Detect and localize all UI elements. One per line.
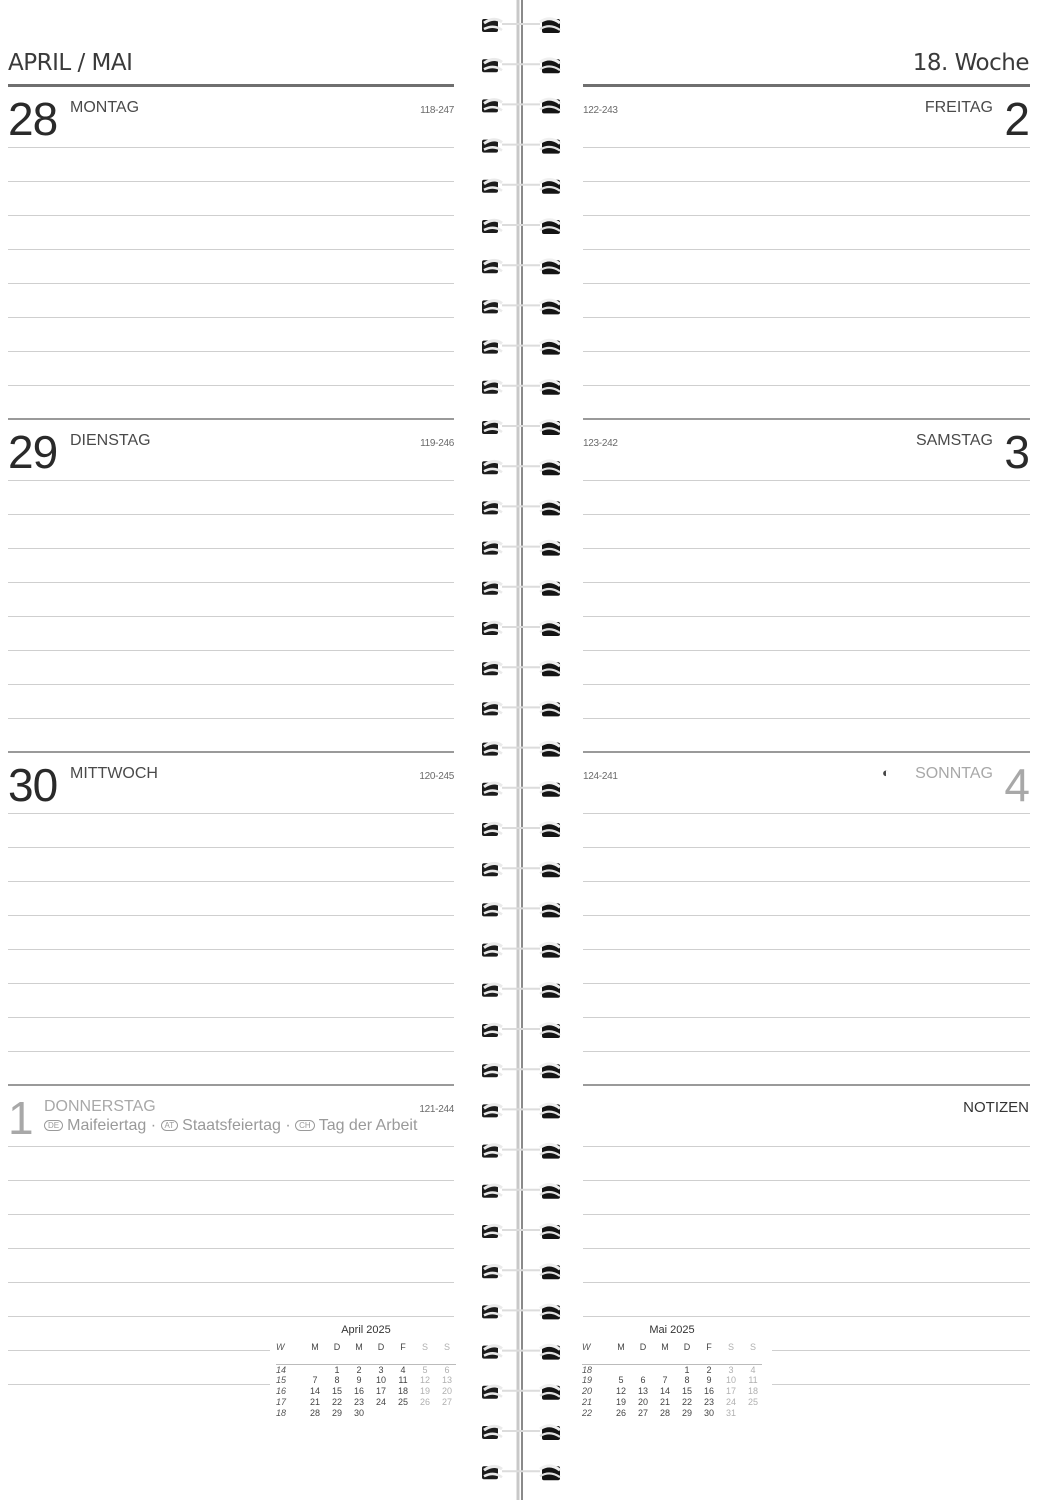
- writing-line: [583, 181, 1030, 182]
- mini-calendar-week: [582, 1408, 762, 1419]
- writing-line: [583, 317, 1030, 318]
- writing-line: [583, 813, 1030, 814]
- date-cell: 19: [615, 1397, 626, 1407]
- mini-calendar-week: [582, 1386, 762, 1397]
- mini-calendar-week: [276, 1386, 456, 1397]
- day-name: FREITAG: [924, 99, 993, 116]
- day-separator: [8, 1084, 454, 1086]
- date-cell: 7: [662, 1375, 668, 1385]
- notes-label: NOTIZEN: [963, 1099, 1029, 1116]
- writing-line: [583, 480, 1030, 481]
- writing-line: [8, 181, 454, 182]
- writing-line: [8, 1384, 270, 1385]
- date-cell: 30: [353, 1408, 364, 1418]
- day-number: 28: [8, 93, 58, 145]
- holiday-label: Staatsfeiertag: [182, 1117, 281, 1134]
- weekday-header: D: [683, 1342, 691, 1352]
- date-cell: 29: [681, 1408, 692, 1418]
- date-cell: 28: [309, 1408, 320, 1418]
- week-number-cell: 21: [582, 1397, 593, 1407]
- writing-line: [583, 1248, 1030, 1249]
- writing-line: [8, 847, 454, 848]
- date-cell: 21: [659, 1397, 670, 1407]
- mini-calendar-week: [582, 1375, 762, 1386]
- weekday-header: D: [333, 1342, 341, 1352]
- weekday-header: W: [582, 1342, 591, 1352]
- writing-line: [583, 215, 1030, 216]
- writing-line: [772, 1350, 1030, 1351]
- week-number: 18. Woche: [912, 50, 1029, 76]
- date-cell: 26: [419, 1397, 430, 1407]
- weekday-header: M: [617, 1342, 625, 1352]
- date-cell: 18: [747, 1386, 758, 1396]
- writing-line: [8, 616, 454, 617]
- date-cell: 9: [706, 1375, 712, 1385]
- weekday-header: M: [355, 1342, 363, 1352]
- writing-line: [583, 147, 1030, 148]
- date-cell: 27: [441, 1397, 452, 1407]
- writing-line: [583, 1316, 1030, 1317]
- mini-calendar-week: [276, 1375, 456, 1386]
- writing-line: [583, 249, 1030, 250]
- writing-line: [8, 548, 454, 549]
- date-cell: 18: [397, 1386, 408, 1396]
- date-cell: 17: [375, 1386, 386, 1396]
- weekday-header: D: [639, 1342, 647, 1352]
- writing-line: [8, 1180, 454, 1181]
- date-cell: 11: [398, 1375, 408, 1385]
- date-cell: 2: [356, 1365, 362, 1375]
- notes-separator: [583, 1084, 1030, 1086]
- day-name: DONNERSTAG: [44, 1098, 156, 1115]
- writing-line: [8, 684, 454, 685]
- date-cell: 2: [706, 1365, 712, 1375]
- date-cell: 7: [312, 1375, 318, 1385]
- day-name: SONNTAG: [915, 765, 993, 782]
- day-number: 30: [8, 759, 58, 811]
- writing-line: [8, 1350, 270, 1351]
- date-cell: 1: [684, 1365, 690, 1375]
- writing-line: [583, 1017, 1030, 1018]
- writing-line: [8, 1316, 454, 1317]
- weekday-header: M: [661, 1342, 669, 1352]
- writing-line: [8, 813, 454, 814]
- writing-line: [583, 718, 1030, 719]
- writing-line: [583, 385, 1030, 386]
- holiday-separator: ·: [150, 1117, 157, 1134]
- date-cell: 8: [684, 1375, 690, 1385]
- holiday-separator: ·: [285, 1117, 291, 1134]
- date-cell: 30: [703, 1408, 714, 1418]
- date-cell: 26: [615, 1408, 626, 1418]
- week-number-cell: 16: [276, 1386, 287, 1396]
- day-of-year: 120-245: [419, 771, 454, 782]
- holiday-label: Tag der Arbeit: [318, 1117, 418, 1134]
- date-cell: 19: [419, 1386, 430, 1396]
- writing-line: [8, 215, 454, 216]
- date-cell: 22: [331, 1397, 342, 1407]
- mini-calendar-week: [276, 1408, 456, 1419]
- writing-line: [8, 949, 454, 950]
- date-cell: 24: [375, 1397, 386, 1407]
- left-header-rule: [8, 84, 454, 87]
- day-of-year: 121-244: [419, 1104, 454, 1115]
- writing-line: [583, 1282, 1030, 1283]
- week-number-cell: 14: [276, 1365, 287, 1375]
- weekday-header: S: [727, 1342, 734, 1352]
- date-cell: 4: [400, 1365, 406, 1375]
- date-cell: 11: [748, 1375, 758, 1385]
- date-cell: 24: [725, 1397, 736, 1407]
- day-of-year: 123-242: [583, 438, 618, 449]
- writing-line: [583, 684, 1030, 685]
- writing-line: [583, 847, 1030, 848]
- weekday-header: F: [706, 1342, 712, 1352]
- writing-line: [583, 1146, 1030, 1147]
- date-cell: 5: [422, 1365, 428, 1375]
- writing-line: [8, 351, 454, 352]
- mini-calendar-title: Mai 2025: [649, 1324, 695, 1336]
- date-cell: 21: [309, 1397, 320, 1407]
- date-cell: 5: [618, 1375, 624, 1385]
- weekday-header: S: [443, 1342, 450, 1352]
- writing-line: [8, 385, 454, 386]
- day-of-year: 124-241: [583, 771, 618, 782]
- date-cell: 6: [444, 1365, 450, 1375]
- day-separator: [583, 418, 1030, 420]
- writing-line: [583, 650, 1030, 651]
- day-name: DIENSTAG: [70, 432, 151, 449]
- writing-line: [8, 249, 454, 250]
- date-cell: 25: [397, 1397, 408, 1407]
- week-number-cell: 15: [276, 1375, 287, 1385]
- writing-line: [583, 283, 1030, 284]
- day-number: 4: [1004, 759, 1029, 811]
- date-cell: 16: [353, 1386, 364, 1396]
- day-separator: [583, 751, 1030, 753]
- weekday-header: D: [377, 1342, 385, 1352]
- writing-line: [8, 1282, 454, 1283]
- date-cell: 20: [637, 1397, 648, 1407]
- writing-line: [583, 514, 1030, 515]
- writing-line: [8, 1248, 454, 1249]
- writing-line: [8, 514, 454, 515]
- date-cell: 4: [750, 1365, 756, 1375]
- date-cell: 27: [637, 1408, 648, 1418]
- date-cell: 6: [640, 1375, 646, 1385]
- date-cell: 16: [703, 1386, 714, 1396]
- date-cell: 28: [659, 1408, 670, 1418]
- date-cell: 3: [378, 1365, 384, 1375]
- date-cell: 9: [356, 1375, 362, 1385]
- writing-line: [8, 582, 454, 583]
- moon-phase-icon: ◐: [882, 765, 890, 780]
- weekday-header: M: [311, 1342, 319, 1352]
- country-badge: DE: [44, 1120, 63, 1131]
- day-name: MONTAG: [70, 99, 140, 116]
- date-cell: 23: [353, 1397, 364, 1407]
- date-cell: 12: [419, 1375, 430, 1385]
- writing-line: [8, 1146, 454, 1147]
- writing-line: [583, 616, 1030, 617]
- country-badge: CH: [295, 1120, 315, 1131]
- writing-line: [583, 1180, 1030, 1181]
- writing-line: [8, 480, 454, 481]
- date-cell: 31: [725, 1408, 736, 1418]
- date-cell: 12: [615, 1386, 626, 1396]
- week-number-cell: 17: [276, 1397, 287, 1407]
- date-cell: 23: [703, 1397, 714, 1407]
- weekday-header: F: [400, 1342, 406, 1352]
- writing-line: [583, 881, 1030, 882]
- day-of-year: 118-247: [420, 105, 454, 116]
- date-cell: 29: [331, 1408, 342, 1418]
- holiday-item: [295, 1117, 417, 1134]
- holiday-item: [161, 1117, 281, 1134]
- writing-line: [583, 1214, 1030, 1215]
- weekday-header: W: [276, 1342, 285, 1352]
- writing-line: [583, 548, 1030, 549]
- writing-line: [8, 317, 454, 318]
- writing-line: [583, 949, 1030, 950]
- date-cell: 3: [728, 1365, 734, 1375]
- writing-line: [583, 351, 1030, 352]
- mini-calendar-header: [276, 1342, 456, 1353]
- day-separator: [8, 418, 454, 420]
- mini-calendar-may: [582, 1324, 762, 1420]
- writing-line: [8, 915, 454, 916]
- day-number: 2: [1004, 93, 1029, 145]
- day-of-year: 119-246: [420, 438, 454, 449]
- date-cell: 10: [725, 1375, 736, 1385]
- spiral-rings: [470, 0, 570, 1500]
- date-cell: 14: [659, 1386, 670, 1396]
- date-cell: 13: [637, 1386, 648, 1396]
- holiday-label: Maifeiertag: [67, 1117, 147, 1134]
- writing-line: [8, 718, 454, 719]
- writing-line: [8, 283, 454, 284]
- date-cell: 10: [375, 1375, 386, 1385]
- date-cell: 14: [309, 1386, 320, 1396]
- week-number-cell: 20: [582, 1386, 593, 1396]
- spiral-binding: [470, 0, 570, 1500]
- holiday-item: [44, 1117, 146, 1134]
- writing-line: [8, 881, 454, 882]
- mini-calendar-week: [582, 1397, 762, 1408]
- writing-line: [8, 1017, 454, 1018]
- writing-line: [772, 1384, 1030, 1385]
- writing-line: [583, 983, 1030, 984]
- writing-line: [8, 147, 454, 148]
- week-number-cell: 22: [582, 1408, 593, 1418]
- date-cell: 20: [441, 1386, 452, 1396]
- writing-line: [8, 983, 454, 984]
- mini-calendar-header: [582, 1342, 762, 1353]
- week-number-cell: 18: [276, 1408, 287, 1418]
- date-cell: 13: [441, 1375, 452, 1385]
- writing-line: [583, 1051, 1030, 1052]
- right-header-rule: [583, 84, 1030, 87]
- day-of-year: 122-243: [583, 105, 618, 116]
- date-cell: 25: [747, 1397, 758, 1407]
- writing-line: [8, 650, 454, 651]
- weekday-header: S: [749, 1342, 756, 1352]
- left-page-header: APRIL / MAI: [8, 50, 133, 76]
- date-cell: 15: [331, 1386, 342, 1396]
- weekday-header: S: [421, 1342, 428, 1352]
- writing-line: [583, 582, 1030, 583]
- date-cell: 8: [334, 1375, 340, 1385]
- writing-line: [583, 915, 1030, 916]
- day-separator: [8, 751, 454, 753]
- week-number-cell: 18: [582, 1365, 593, 1375]
- mini-calendar-title: April 2025: [341, 1324, 391, 1336]
- day-number: 29: [8, 426, 58, 478]
- date-cell: 15: [681, 1386, 692, 1396]
- mini-calendar-april: [276, 1324, 456, 1420]
- date-cell: 1: [334, 1365, 340, 1375]
- week-number-cell: 19: [582, 1375, 593, 1385]
- day-number: 3: [1004, 426, 1029, 478]
- writing-line: [8, 1214, 454, 1215]
- country-badge: AT: [161, 1120, 179, 1131]
- mini-calendar-week: [276, 1397, 456, 1408]
- day-name: SAMSTAG: [915, 432, 993, 449]
- day-name: MITTWOCH: [70, 765, 158, 782]
- holiday-list: [44, 1117, 417, 1135]
- date-cell: 22: [681, 1397, 692, 1407]
- day-number: 1: [8, 1092, 33, 1144]
- writing-line: [8, 1051, 454, 1052]
- date-cell: 17: [725, 1386, 736, 1396]
